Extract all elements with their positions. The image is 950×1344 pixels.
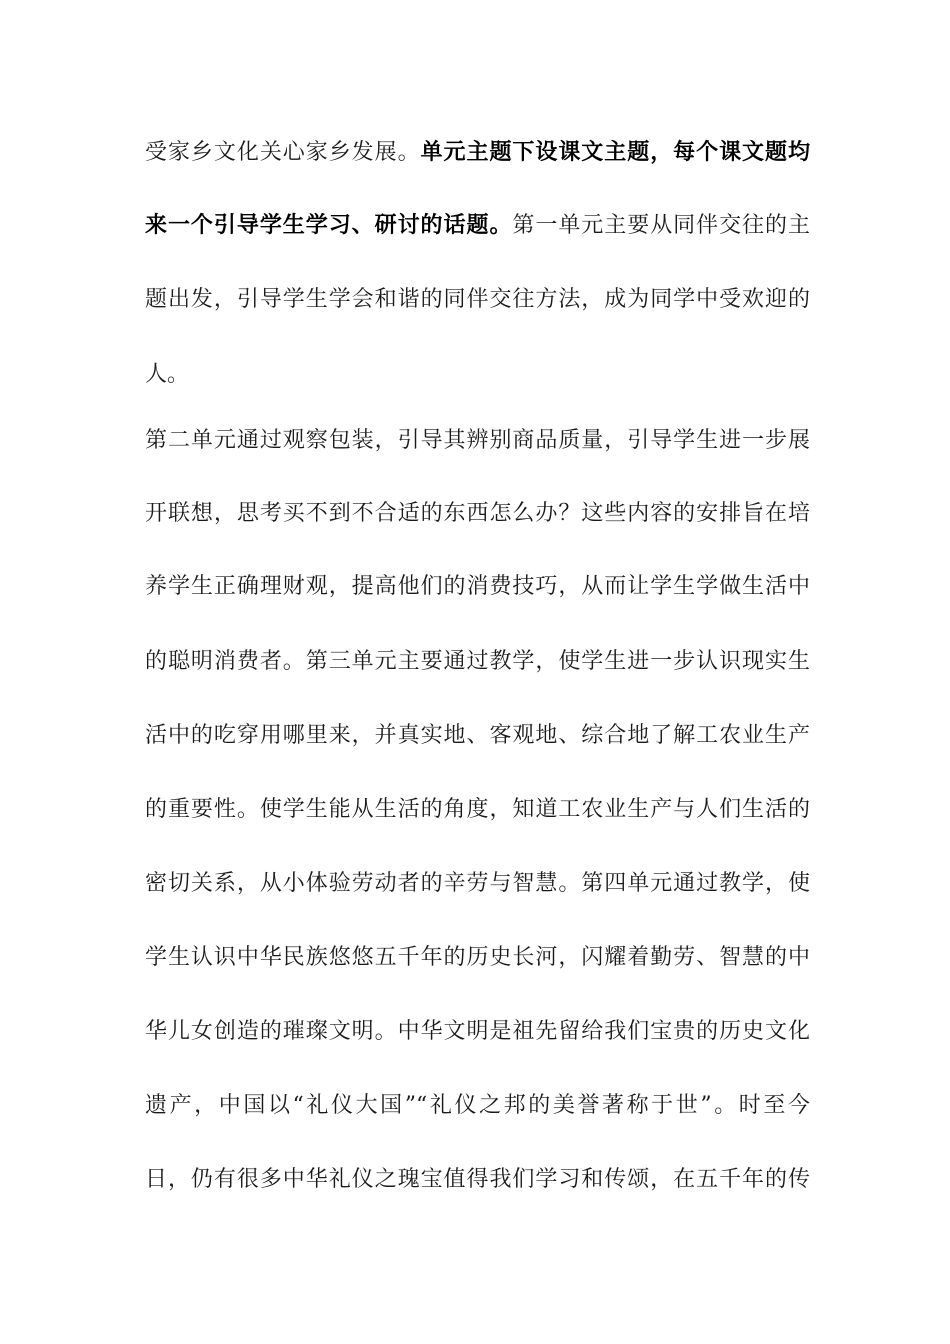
text-line (145, 206, 810, 246)
text-line: 的聪明消费者。第三单元主要通过教学，使学生进一步认识现实生 (145, 649, 810, 674)
text-line: 的重要性。使学生能从生活的角度，知道工农业生产与人们生活的 (145, 797, 810, 822)
bold-text-run: 来一个引导学生学习、研讨的话题。 (145, 213, 513, 238)
text-run: 受家乡文化关心家乡发展。 (145, 140, 421, 165)
text-line: 题出发，引导学生学会和谐的同伴交往方法，成为同学中受欢迎的 (145, 287, 810, 312)
text-line: 人。 (145, 362, 190, 387)
text-run: 第一单元主要从同伴交往的主 (512, 213, 810, 238)
text-line (145, 133, 810, 173)
text-line: 密切关系，从小体验劳动者的辛劳与智慧。第四单元通过教学，使 (145, 871, 810, 896)
text-line: 开联想，思考买不到不合适的东西怎么办？这些内容的安排旨在培 (145, 501, 810, 526)
text-line: 华儿女创造的璀璨文明。中华文明是祖先留给我们宝贵的历史文化 (145, 1019, 810, 1044)
text-line: 日，仍有很多中华礼仪之瑰宝值得我们学习和传颂，在五千年的传 (145, 1167, 810, 1192)
text-line: 学生认识中华民族悠悠五千年的历史长河，闪耀着勤劳、智慧的中 (145, 945, 810, 970)
text-line: 第二单元通过观察包装，引导其辨别商品质量，引导学生进一步展 (145, 428, 810, 453)
text-line: 活中的吃穿用哪里来，并真实地、客观地、综合地了解工农业生产 (145, 723, 810, 748)
text-line: 遗产，中国以“礼仪大国”“礼仪之邦的美誉著称于世”。时至今 (145, 1093, 810, 1118)
bold-text-run: 单元主题下设课文主题，每个课文题均 (420, 140, 810, 165)
text-line: 养学生正确理财观，提高他们的消费技巧，从而让学生学做生活中 (145, 574, 810, 599)
